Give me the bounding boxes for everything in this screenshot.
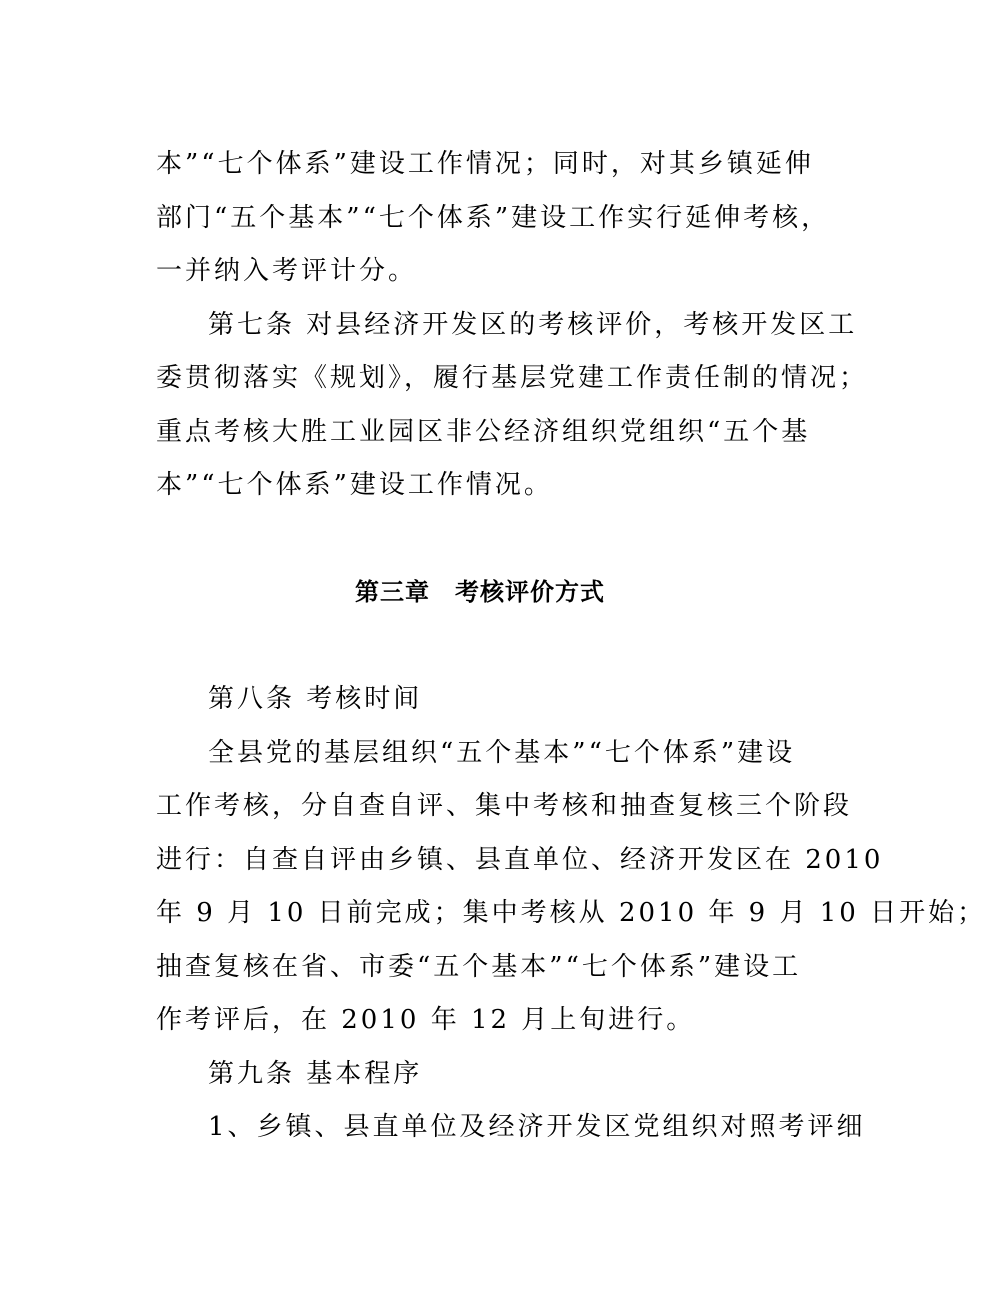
text-line: 委贯彻落实《规划》，履行基层党建工作责任制的情况；: [156, 363, 869, 393]
spacer: [156, 513, 804, 567]
text-line: 1、乡镇、县直单位及经济开发区党组织对照考评细: [208, 1112, 866, 1142]
text-line: 本”“七个体系”建设工作情况；同时，对其乡镇延伸: [156, 149, 814, 179]
spacer: [156, 620, 804, 674]
text-line: 作考评后，在 2010 年 12 月上旬进行。: [156, 1005, 696, 1035]
text-line: 全县党的基层组织“五个基本”“七个体系”建设: [208, 737, 796, 768]
paragraph-article-8: [156, 727, 986, 1048]
paragraph-article-7: [156, 299, 869, 513]
paragraph-article-9-item-1: [156, 1101, 866, 1155]
text-line: 第九条 基本程序: [208, 1058, 423, 1089]
article-9-heading: [156, 1048, 804, 1102]
text-line: 进行：自查自评由乡镇、县直单位、经济开发区在 2010: [156, 844, 884, 875]
text-line: 本”“七个体系”建设工作情况。: [156, 470, 553, 500]
text-line: 第七条 对县经济开发区的考核评价，考核开发区工: [208, 309, 858, 340]
text-line: 第八条 考核时间: [208, 684, 423, 714]
text-line: 重点考核大胜工业园区非公经济组织党组织“五个基: [156, 416, 811, 447]
text-line: 一并纳入考评计分。: [156, 256, 418, 286]
text-line: 工作考核，分自查自评、集中考核和抽查复核三个阶段: [156, 791, 853, 821]
paragraph-continuation: [156, 138, 831, 299]
text-line: 抽查复核在省、市委“五个基本”“七个体系”建设工: [156, 951, 802, 982]
chapter-title: 第三章 考核评价方式: [355, 578, 605, 606]
article-8-heading: [156, 673, 804, 727]
document-page: [156, 138, 986, 1155]
text-line: 年 9 月 10 日前完成；集中考核从 2010 年 9 月 10 日开始；: [156, 898, 986, 928]
text-line: 部门“五个基本”“七个体系”建设工作实行延伸考核，: [156, 202, 831, 233]
